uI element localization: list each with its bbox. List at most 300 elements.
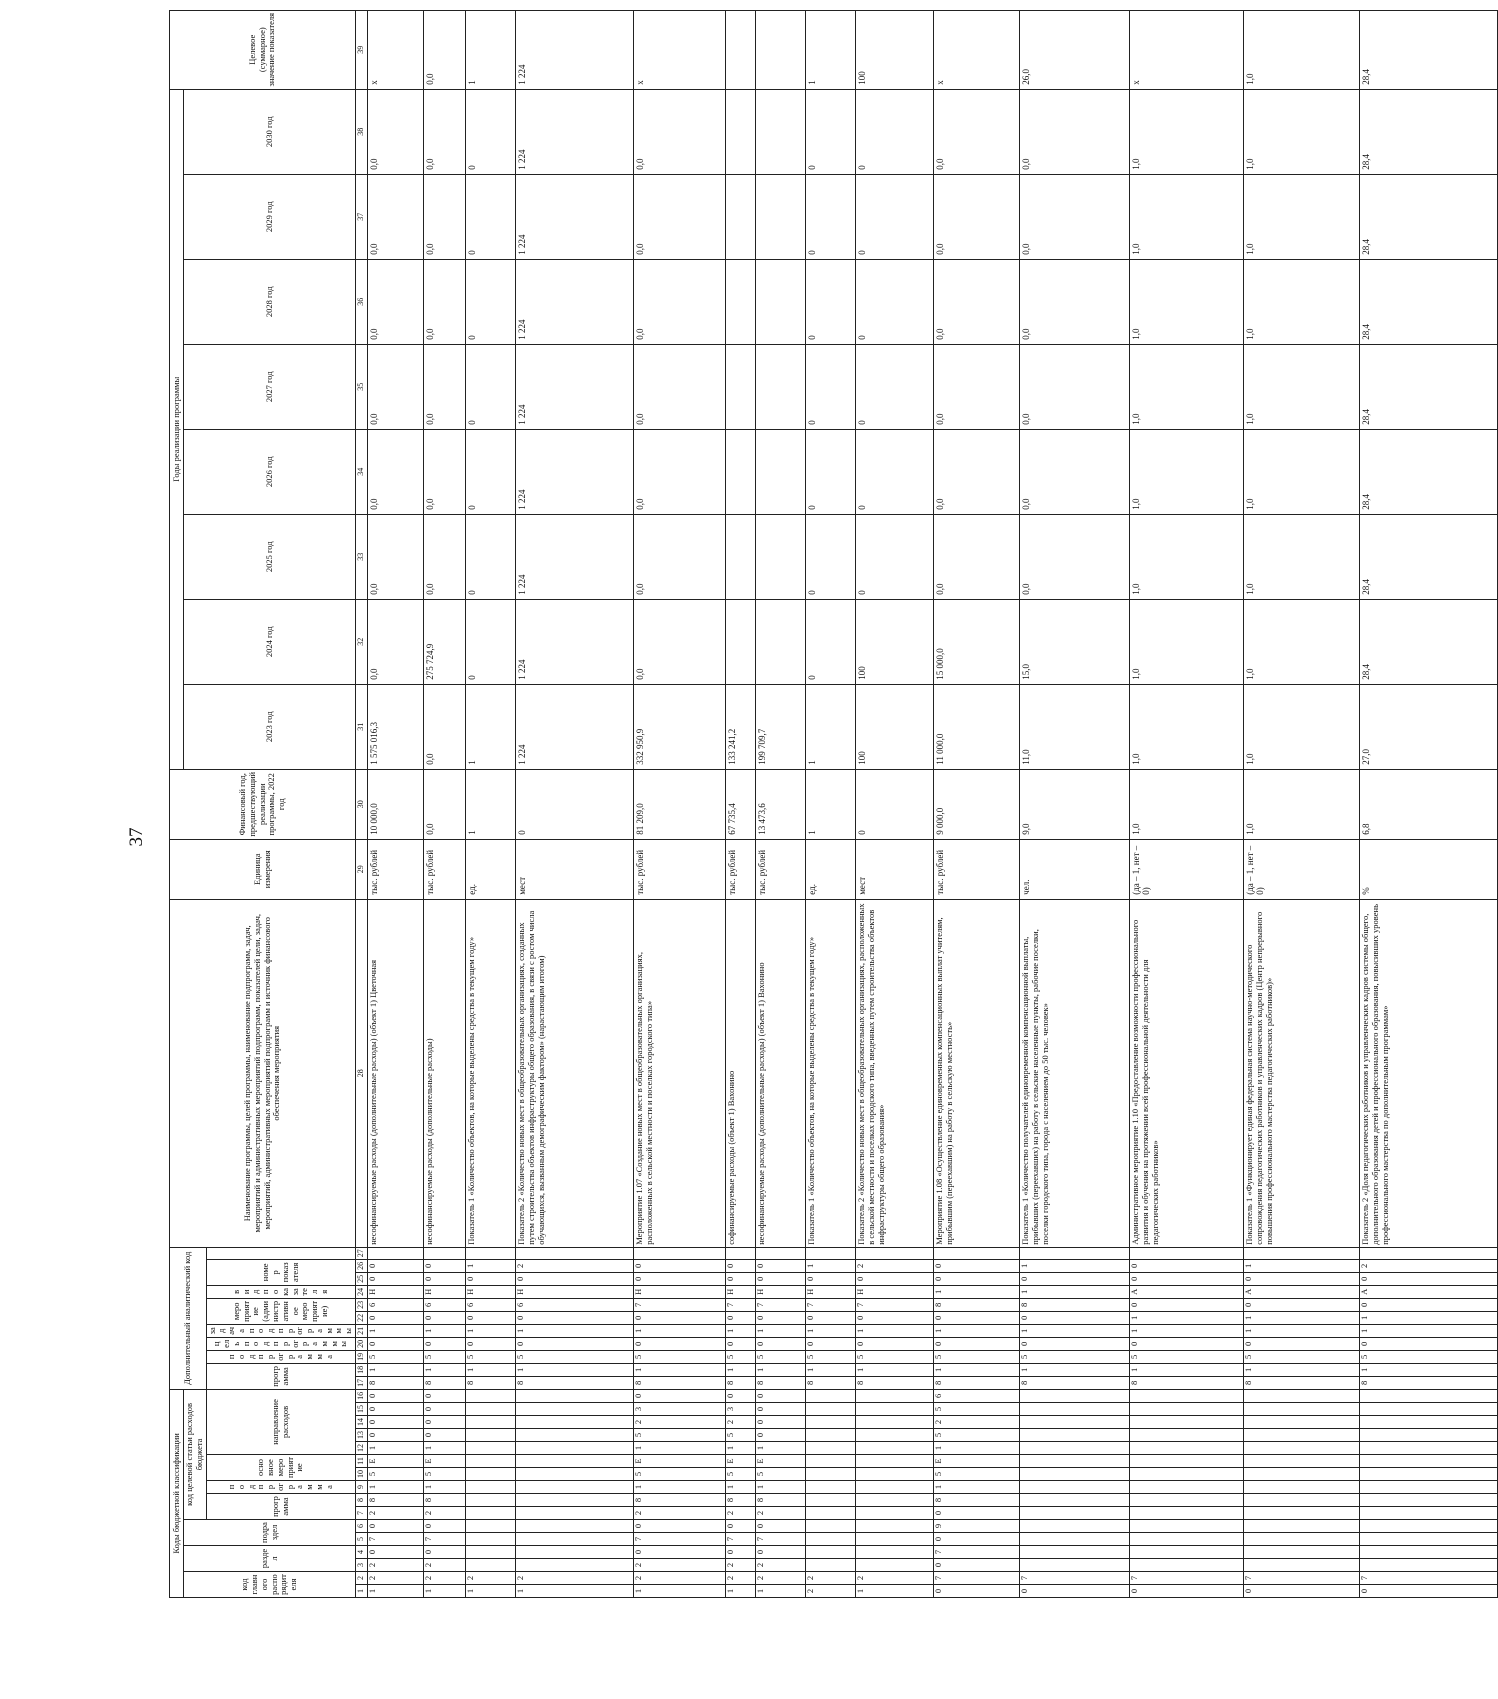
code-cell: 0 — [1244, 1272, 1360, 1285]
row-unit: (да – 1, нет – 0) — [1130, 839, 1244, 899]
code-cell: 0 — [1130, 1272, 1244, 1285]
code-cell: 1 — [424, 1585, 466, 1598]
year-2026-header: 2026 год — [184, 429, 356, 514]
year-value: 0,0 — [934, 344, 1020, 429]
rotated-sheet — [169, 12, 1390, 1598]
code-cell: 1 — [634, 1481, 726, 1494]
code-cell — [1360, 1389, 1498, 1402]
code-cell: 0 — [756, 1403, 806, 1416]
code-cell: Н — [424, 1285, 466, 1298]
code-cell: Н — [726, 1285, 756, 1298]
code-cell: 7 — [634, 1533, 726, 1546]
code-cell — [466, 1546, 516, 1559]
table-row — [424, 10, 466, 1597]
code-cell: 1 — [756, 1481, 806, 1494]
column-number: 6 — [356, 1520, 368, 1533]
column-number: 28 — [356, 899, 368, 1247]
code-cell — [856, 1416, 934, 1429]
year-value: 0,0 — [368, 429, 424, 514]
code-cell: 5 — [424, 1468, 466, 1481]
code-cell: 1 — [756, 1585, 806, 1598]
code-cell — [856, 1520, 934, 1533]
code-cell: 1 — [466, 1259, 516, 1272]
code-cell: 5 — [726, 1468, 756, 1481]
code-cell: 1 — [1360, 1324, 1498, 1337]
fin-year-value: 1 — [806, 769, 856, 839]
column-number: 18 — [356, 1363, 368, 1376]
row-unit: мест — [516, 839, 634, 899]
code-cell — [1244, 1520, 1360, 1533]
code-cell — [1360, 1429, 1498, 1442]
column-number: 1 — [356, 1585, 368, 1598]
code-cell — [856, 1481, 934, 1494]
column-number: 31 — [356, 684, 368, 769]
year-value — [726, 89, 756, 174]
code-cell — [1360, 1442, 1498, 1455]
year-2023-header: 2023 год — [184, 684, 356, 769]
code-cell: 0 — [424, 1429, 466, 1442]
code-cell: 8 — [466, 1376, 516, 1389]
code-cell — [806, 1468, 856, 1481]
code-cell: 7 — [756, 1298, 806, 1311]
code-cell: 1 — [726, 1442, 756, 1455]
code-cell: А — [1360, 1285, 1498, 1298]
code-cell — [1020, 1559, 1130, 1572]
code-cell — [806, 1481, 856, 1494]
table-row — [856, 10, 934, 1597]
code-cell: 1 — [806, 1259, 856, 1272]
code-cell — [1020, 1507, 1130, 1520]
code-cell: 0 — [726, 1311, 756, 1324]
code-cell: Н — [368, 1285, 424, 1298]
target-value: х — [1130, 10, 1244, 89]
code-cell — [466, 1533, 516, 1546]
code-cell — [466, 1416, 516, 1429]
year-value: 1,0 — [1244, 599, 1360, 684]
code-cell: 0 — [1360, 1272, 1498, 1285]
code-cell: 0 — [856, 1337, 934, 1350]
year-value: 1,0 — [1244, 429, 1360, 514]
code-cell: 7 — [726, 1533, 756, 1546]
dop-nomer-header: номер показателя — [206, 1259, 355, 1285]
target-value: 100 — [856, 10, 934, 89]
code-cell — [1020, 1416, 1130, 1429]
column-number: 13 — [356, 1429, 368, 1442]
column-number: 7 — [356, 1507, 368, 1520]
row-name: Показатель 1 «Функционирует единая федеральная система научно-методического сопровождения педагогических работников и управленческих кадров (Центр непрерывного повышения профессионального мастерства педагогических работников)» — [1244, 899, 1360, 1247]
code-cell — [1244, 1533, 1360, 1546]
code-cell: 8 — [424, 1494, 466, 1507]
code-cell — [856, 1533, 934, 1546]
code-cell: 1 — [634, 1363, 726, 1376]
code-cell: 7 — [726, 1298, 756, 1311]
year-value: 0 — [466, 259, 516, 344]
code-cell — [1244, 1481, 1360, 1494]
code-cell: 0 — [424, 1403, 466, 1416]
code-cell: 5 — [934, 1468, 1020, 1481]
code-cell — [1360, 1559, 1498, 1572]
code-cell — [1020, 1494, 1130, 1507]
row-unit: % — [1360, 839, 1498, 899]
code-cell — [1360, 1468, 1498, 1481]
code-cell: 5 — [634, 1468, 726, 1481]
year-value: 0 — [806, 514, 856, 599]
year-value: 1,0 — [1130, 174, 1244, 259]
year-2030-header: 2030 год — [184, 89, 356, 174]
osnovnoe-header: основное мероприятие — [206, 1455, 355, 1481]
code-cell: 1 — [1020, 1259, 1130, 1272]
code-cell: 1 — [1130, 1363, 1244, 1376]
code-cell: 8 — [1244, 1376, 1360, 1389]
code-cell: 0 — [368, 1272, 424, 1285]
dop-programma-header: программа — [206, 1363, 355, 1389]
fin-year-value: 0,0 — [424, 769, 466, 839]
row-name: софинансируемые расходы (объект 1) Вахонино — [726, 899, 756, 1247]
code-cell: 0 — [934, 1311, 1020, 1324]
code-cell: 0 — [1360, 1337, 1498, 1350]
target-value: 26,0 — [1020, 10, 1130, 89]
row-unit: чел. — [1020, 839, 1130, 899]
code-cell — [1130, 1559, 1244, 1572]
row-name: Показатель 2 «Количество новых мест в общеобразовательных организациях, созданных путем строительства объектов инфраструктуры общего образования, в связи с ростом числа обучающихся, вызванным демографическим фактором» (нарастающим итогом) — [516, 899, 634, 1247]
year-value: 0 — [466, 514, 516, 599]
year-value — [756, 599, 806, 684]
code-cell: 8 — [368, 1494, 424, 1507]
year-value: 0 — [466, 89, 516, 174]
programma-header: программа — [206, 1494, 355, 1520]
code-cell — [424, 1247, 466, 1259]
code-cell: 0 — [368, 1416, 424, 1429]
code-cell: 6 — [466, 1298, 516, 1311]
year-value: 1 575 016,3 — [368, 684, 424, 769]
dop-zadacha-header: задача подпрограммы — [206, 1324, 355, 1337]
code-cell: 8 — [1130, 1376, 1244, 1389]
code-cell: 8 — [1020, 1298, 1130, 1311]
code-cell — [466, 1389, 516, 1402]
code-cell — [516, 1533, 634, 1546]
year-value — [726, 514, 756, 599]
code-cell — [856, 1403, 934, 1416]
code-cell: 0 — [1020, 1311, 1130, 1324]
target-value: х — [634, 10, 726, 89]
table-row — [516, 10, 634, 1597]
code-cell: 5 — [368, 1350, 424, 1363]
code-cell — [466, 1494, 516, 1507]
year-value: 0 — [856, 89, 934, 174]
code-cell: 0 — [634, 1272, 726, 1285]
code-cell — [806, 1494, 856, 1507]
year-value: 28,4 — [1360, 344, 1498, 429]
fin-year-value: 0 — [856, 769, 934, 839]
code-cell: 8 — [634, 1494, 726, 1507]
code-cell — [806, 1429, 856, 1442]
year-2025-header: 2025 год — [184, 514, 356, 599]
code-cell — [466, 1429, 516, 1442]
year-value: 1 224 — [516, 599, 634, 684]
year-value: 0 — [806, 344, 856, 429]
column-number: 5 — [356, 1533, 368, 1546]
year-value: 0,0 — [424, 89, 466, 174]
code-cell — [1020, 1247, 1130, 1259]
code-cell: Е — [424, 1455, 466, 1468]
column-number: 10 — [356, 1468, 368, 1481]
code-cell: 1 — [466, 1363, 516, 1376]
code-cell: 8 — [726, 1376, 756, 1389]
code-cell: 0 — [1130, 1585, 1244, 1598]
code-cell: 7 — [634, 1298, 726, 1311]
code-cell — [1244, 1429, 1360, 1442]
code-cell: 2 — [726, 1572, 756, 1585]
code-cell: 2 — [466, 1572, 516, 1585]
code-cell: 8 — [934, 1494, 1020, 1507]
column-number: 20 — [356, 1337, 368, 1350]
year-value: 0,0 — [1020, 259, 1130, 344]
code-cell: 1 — [424, 1442, 466, 1455]
table-row — [1130, 10, 1244, 1597]
code-cell: А — [1130, 1285, 1244, 1298]
code-cell — [1130, 1507, 1244, 1520]
code-cell: 0 — [934, 1259, 1020, 1272]
code-cell — [516, 1507, 634, 1520]
code-cell — [1360, 1533, 1498, 1546]
code-cell: 1 — [934, 1442, 1020, 1455]
code-cell: 2 — [806, 1585, 856, 1598]
code-cell: 0 — [806, 1311, 856, 1324]
code-cell — [516, 1429, 634, 1442]
year-2024-header: 2024 год — [184, 599, 356, 684]
code-cell: 8 — [806, 1376, 856, 1389]
year-value — [756, 174, 806, 259]
code-cell: 0 — [368, 1546, 424, 1559]
code-cell: 0 — [424, 1520, 466, 1533]
year-value: 1,0 — [1244, 344, 1360, 429]
column-number: 2 — [356, 1572, 368, 1585]
code-cell — [1360, 1520, 1498, 1533]
dop-pokazatel-header: вид показателя — [206, 1285, 355, 1298]
year-value: 100 — [856, 684, 934, 769]
code-cell: 2 — [634, 1507, 726, 1520]
code-cell — [1244, 1559, 1360, 1572]
code-cell: 7 — [1244, 1572, 1360, 1585]
code-cell: 8 — [756, 1376, 806, 1389]
year-value: 1,0 — [1130, 429, 1244, 514]
code-cell: 1 — [1020, 1324, 1130, 1337]
code-cell: 2 — [368, 1572, 424, 1585]
code-cell: 7 — [934, 1546, 1020, 1559]
code-cell — [1130, 1416, 1244, 1429]
code-cell: 0 — [424, 1416, 466, 1429]
code-cell: 0 — [756, 1337, 806, 1350]
fin-year-value: 0 — [516, 769, 634, 839]
code-cell: 0 — [726, 1389, 756, 1402]
code-cell: 5 — [806, 1350, 856, 1363]
code-cell: 1 — [368, 1324, 424, 1337]
year-value: 0,0 — [424, 429, 466, 514]
code-cell: 5 — [466, 1350, 516, 1363]
code-cell — [1360, 1416, 1498, 1429]
code-cell: 0 — [368, 1311, 424, 1324]
table-row — [726, 10, 756, 1597]
year-value: 0 — [806, 599, 856, 684]
year-value: 1 224 — [516, 344, 634, 429]
table-row — [934, 10, 1020, 1597]
code-cell — [466, 1468, 516, 1481]
year-value: 1,0 — [1244, 514, 1360, 599]
code-cell: 5 — [756, 1468, 806, 1481]
code-cell — [1244, 1468, 1360, 1481]
code-cell: 7 — [1130, 1572, 1244, 1585]
code-cell: 6 — [424, 1298, 466, 1311]
year-value: 0,0 — [424, 684, 466, 769]
code-cell: 1 — [1130, 1324, 1244, 1337]
code-cell: 1 — [856, 1585, 934, 1598]
row-name: Показатель 2 «Количество новых мест в общеобразовательных организациях, расположенных в сельской местности и поселках городского типа, введенных путем строительства объектов инфраструктуры общего образования» — [856, 899, 934, 1247]
codes-header: Коды бюджетной классификации — [170, 1389, 184, 1597]
code-cell: 2 — [934, 1416, 1020, 1429]
code-cell: 0 — [634, 1259, 726, 1272]
year-value: 0,0 — [424, 514, 466, 599]
year-value: 0,0 — [634, 344, 726, 429]
target-value: 0,0 — [424, 10, 466, 89]
year-value — [756, 514, 806, 599]
year-value: 0,0 — [368, 174, 424, 259]
code-cell — [466, 1442, 516, 1455]
code-cell: 0 — [424, 1272, 466, 1285]
code-cell — [1244, 1442, 1360, 1455]
code-cell: 0 — [1244, 1337, 1360, 1350]
year-value: 0,0 — [934, 89, 1020, 174]
code-cell: 2 — [516, 1572, 634, 1585]
code-cell: 0 — [1360, 1585, 1498, 1598]
code-cell — [1360, 1546, 1498, 1559]
year-value: 1 224 — [516, 514, 634, 599]
budget-program-table — [169, 10, 1498, 1598]
code-cell: 2 — [1360, 1259, 1498, 1272]
code-cell: 8 — [424, 1376, 466, 1389]
code-cell: 1 — [756, 1363, 806, 1376]
code-cell: 0 — [934, 1337, 1020, 1350]
column-number: 34 — [356, 429, 368, 514]
code-cell — [1244, 1389, 1360, 1402]
napravlenie-header: направление расходов — [206, 1389, 355, 1454]
code-cell — [1020, 1429, 1130, 1442]
table-row — [466, 10, 516, 1597]
code-cell — [516, 1247, 634, 1259]
row-name: Показатель 1 «Количество объектов, на которые выделены средства в текущем году» — [806, 899, 856, 1247]
column-number: 19 — [356, 1350, 368, 1363]
row-unit: (да – 1, нет – 0) — [1244, 839, 1360, 899]
code-cell: 8 — [934, 1298, 1020, 1311]
target-value: х — [368, 10, 424, 89]
code-cell — [466, 1247, 516, 1259]
code-cell: 0 — [934, 1533, 1020, 1546]
code-cell — [806, 1546, 856, 1559]
code-cell: 0 — [756, 1389, 806, 1402]
code-cell — [856, 1559, 934, 1572]
code-cell — [1244, 1494, 1360, 1507]
code-cell — [466, 1520, 516, 1533]
code-cell: 0 — [1020, 1585, 1130, 1598]
code-cell: 1 — [424, 1481, 466, 1494]
year-value: 0 — [466, 429, 516, 514]
code-cell — [1130, 1546, 1244, 1559]
year-value: 0 — [466, 344, 516, 429]
code-cell: 0 — [1020, 1337, 1130, 1350]
code-cell: 0 — [368, 1403, 424, 1416]
code-cell: 0 — [1130, 1337, 1244, 1350]
fin-year-value: 13 473,6 — [756, 769, 806, 839]
code-cell: 0 — [634, 1311, 726, 1324]
table-row — [634, 10, 726, 1597]
year-value: 0,0 — [934, 259, 1020, 344]
code-cell — [1244, 1247, 1360, 1259]
code-cell — [1130, 1481, 1244, 1494]
code-cell — [634, 1247, 726, 1259]
code-cell — [1360, 1481, 1498, 1494]
year-2028-header: 2028 год — [184, 259, 356, 344]
code-cell — [856, 1455, 934, 1468]
year-value: 0,0 — [368, 259, 424, 344]
code-cell: 0 — [726, 1337, 756, 1350]
code-cell: 2 — [424, 1507, 466, 1520]
code-cell: 8 — [516, 1376, 634, 1389]
code-cell — [1360, 1403, 1498, 1416]
fin-year-header: Финансовый год, предшествующий реализации программы, 2022 год — [170, 769, 356, 839]
code-cell — [856, 1389, 934, 1402]
column-number: 26 — [356, 1259, 368, 1272]
code-cell — [1020, 1468, 1130, 1481]
code-cell: 1 — [726, 1324, 756, 1337]
code-cell: 2 — [756, 1572, 806, 1585]
code-cell: 7 — [1360, 1572, 1498, 1585]
code-cell: 0 — [466, 1272, 516, 1285]
year-value: 0,0 — [368, 514, 424, 599]
code-cell: 0 — [516, 1337, 634, 1350]
code-cell: 5 — [756, 1350, 806, 1363]
code-cell: 7 — [756, 1533, 806, 1546]
year-value: 0 — [806, 174, 856, 259]
fin-year-value: 9,0 — [1020, 769, 1130, 839]
year-value: 28,4 — [1360, 429, 1498, 514]
page-number: 37 — [126, 827, 147, 847]
code-cell — [856, 1247, 934, 1259]
code-cell: 2 — [634, 1572, 726, 1585]
row-name: Мероприятие 1.08 «Осуществление единовременных компенсационных выплат учителям, прибывшим (переехавшим) на работу в сельскую местность» — [934, 899, 1020, 1247]
row-unit: тыс. рублей — [726, 839, 756, 899]
column-number: 39 — [356, 10, 368, 89]
code-cell: 1 — [1244, 1363, 1360, 1376]
code-cell — [1360, 1247, 1498, 1259]
code-cell: Е — [756, 1455, 806, 1468]
code-cell — [1130, 1429, 1244, 1442]
column-number: 33 — [356, 514, 368, 599]
code-cell — [856, 1507, 934, 1520]
code-cell: 1 — [856, 1324, 934, 1337]
code-cell — [856, 1494, 934, 1507]
code-cell: 0 — [634, 1389, 726, 1402]
code-cell: 1 — [1020, 1363, 1130, 1376]
table-row — [756, 10, 806, 1597]
code-cell: 0 — [1020, 1272, 1130, 1285]
code-cell — [516, 1416, 634, 1429]
code-cell: 8 — [1020, 1376, 1130, 1389]
tsel-stat-header: код целевой статьи расходов бюджета — [184, 1389, 207, 1519]
target-value: х — [934, 10, 1020, 89]
year-value: 0,0 — [1020, 344, 1130, 429]
target-value: 1,0 — [1244, 10, 1360, 89]
code-cell: 0 — [368, 1389, 424, 1402]
code-cell: 6 — [934, 1389, 1020, 1402]
